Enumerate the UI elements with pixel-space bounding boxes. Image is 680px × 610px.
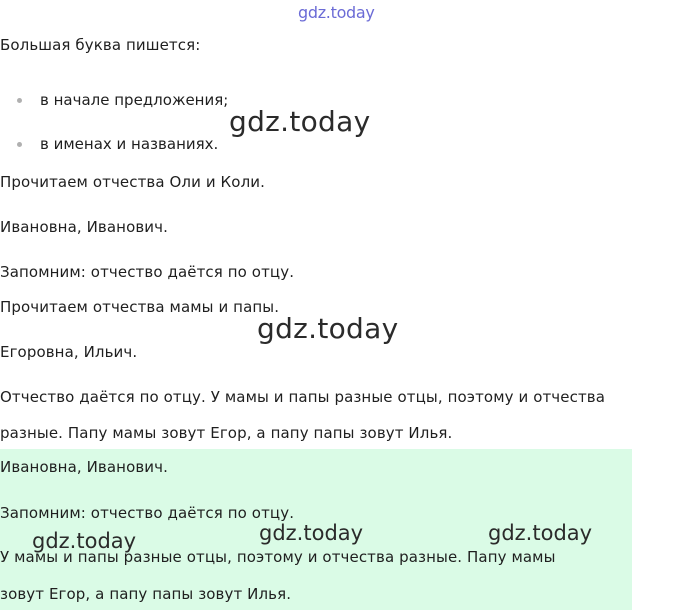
answer-line: Запомним: отчество даётся по отцу.	[0, 504, 295, 522]
task-line: Прочитаем отчества мамы и папы.	[0, 298, 280, 316]
task-line: Запомним: отчество даётся по отцу.	[0, 263, 295, 281]
rule-intro: Большая буква пишется:	[0, 36, 201, 54]
watermark: gdz.today	[257, 312, 399, 345]
task-line: Ивановна, Иванович.	[0, 218, 168, 236]
watermark-top: gdz.today	[298, 3, 375, 22]
watermark: gdz.today	[32, 529, 137, 553]
answer-line: У мамы и папы разные отцы, поэтому и отчества разные. Папу мамы	[0, 548, 556, 566]
rule-bullet-text: в именах и названиях.	[40, 135, 219, 153]
watermark: gdz.today	[229, 105, 371, 138]
task-line: разные. Папу мамы зовут Егор, а папу папы зовут Илья.	[0, 424, 453, 442]
watermark: gdz.today	[259, 521, 364, 545]
answer-line: зовут Егор, а папу папы зовут Илья.	[0, 585, 292, 603]
bullet-dot-icon	[17, 98, 22, 103]
task-line: Егоровна, Ильич.	[0, 343, 138, 361]
answer-line: Ивановна, Иванович.	[0, 458, 168, 476]
task-line: Прочитаем отчества Оли и Коли.	[0, 173, 265, 191]
rule-bullet-text: в начале предложения;	[40, 91, 229, 109]
watermark: gdz.today	[488, 521, 593, 545]
bullet-dot-icon	[17, 142, 22, 147]
task-line: Отчество даётся по отцу. У мамы и папы разные отцы, поэтому и отчества	[0, 388, 606, 406]
